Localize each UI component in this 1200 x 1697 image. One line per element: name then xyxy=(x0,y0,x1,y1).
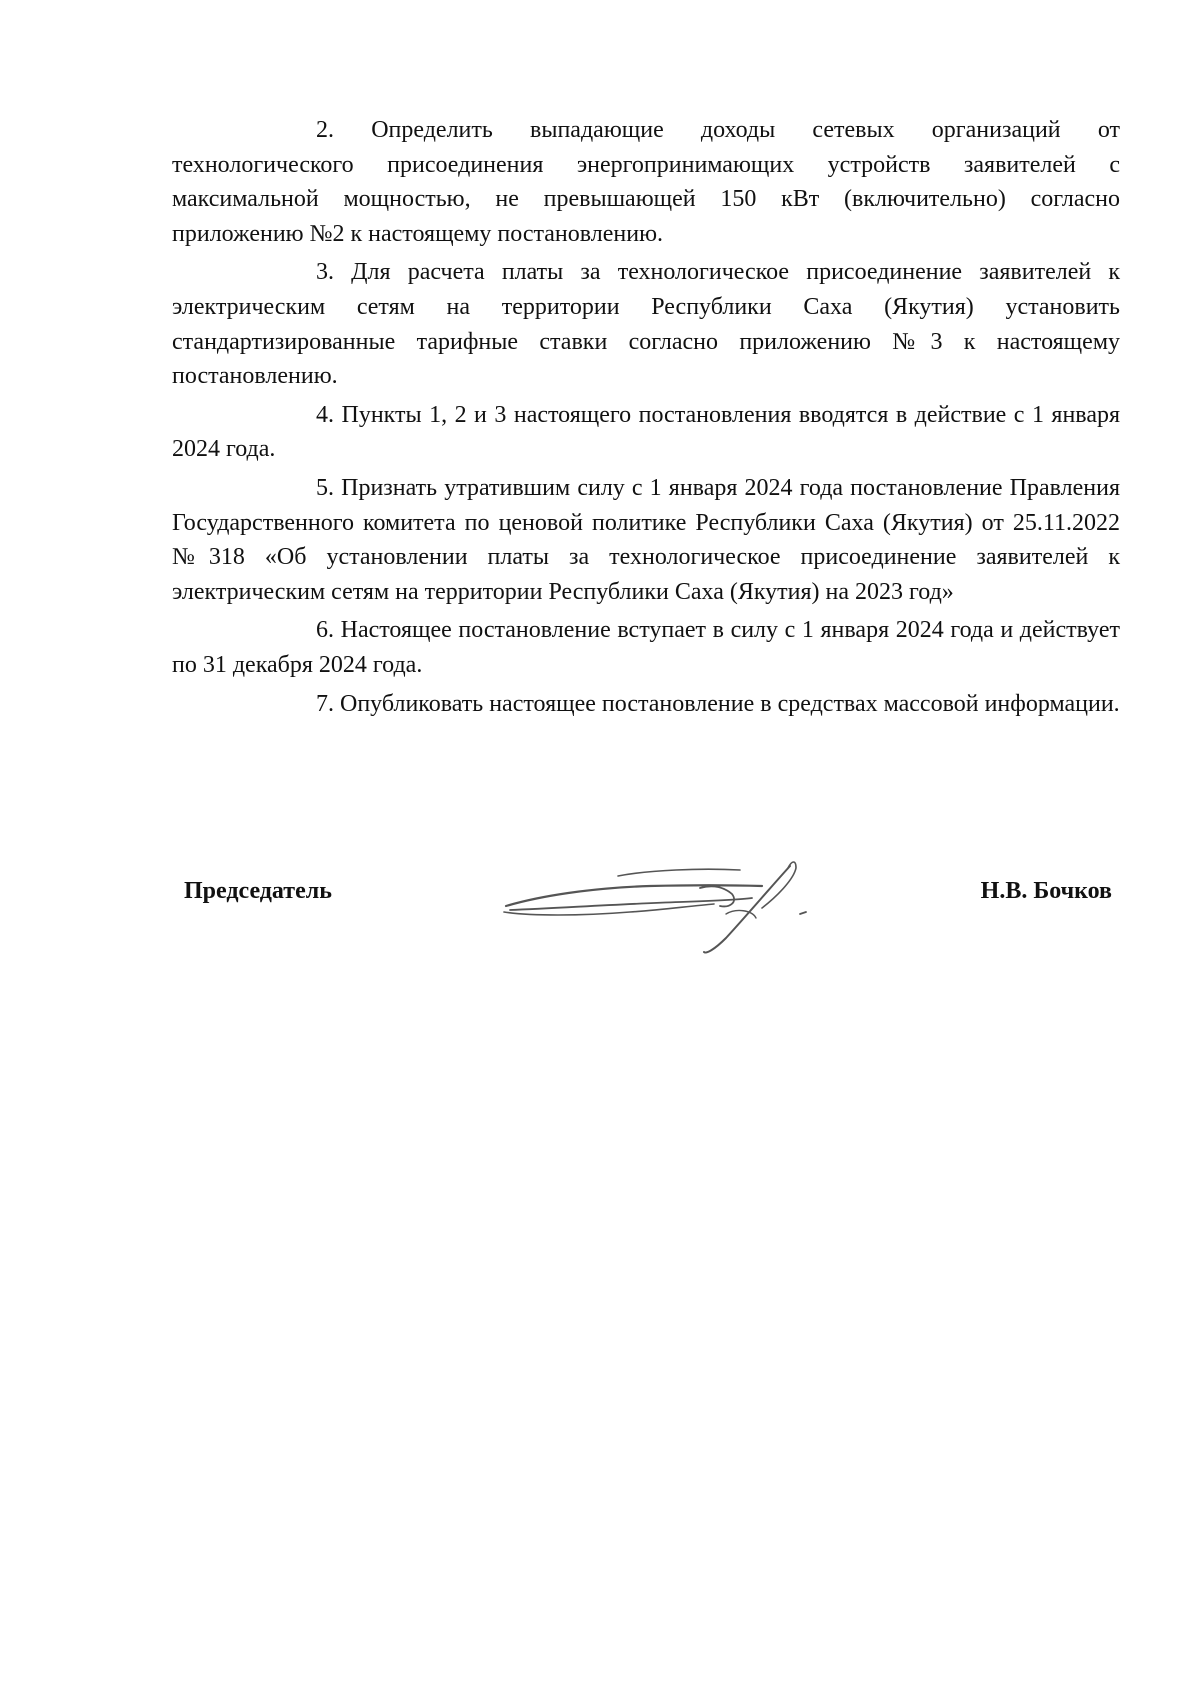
paragraph-5 xyxy=(172,471,1120,609)
paragraph-6 xyxy=(172,613,1120,682)
paragraph-3 xyxy=(172,255,1120,393)
paragraph-text: Признать утратившим силу с 1 января 2024 года постановление Правления Государственного комитета по ценовой политике Республики Саха (Якутия) от 25.11.2022 №318 «Об установлении платы за технологическое присоединение заявителей к электрическим сетям на территории Республики Саха (Якутия) на 2023 год» xyxy=(172,474,1121,605)
handwritten-signature-icon xyxy=(500,858,820,958)
paragraph-text: Для расчета платы за технологическое присоединение заявителей к электрическим сетям на территории Республики Саха (Якутия) установить стандартизированные тарифные ставки согласно приложению №3 к настоящему постановлению. xyxy=(172,259,1121,390)
paragraph-text: Определить выпадающие доходы сетевых организаций от технологического присоединения энергопринимающих устройств заявителей с максимальной мощностью, не превышающей 150 кВт (включительно) согласно приложению №2 к настоящему постановлению. xyxy=(172,117,1120,247)
document-body xyxy=(172,113,1120,725)
paragraph-number: 4. xyxy=(316,401,334,428)
paragraph-number: 3. xyxy=(316,259,334,286)
paragraph-2 xyxy=(172,113,1120,251)
paragraph-7 xyxy=(172,687,1120,722)
paragraph-number: 2. xyxy=(316,117,334,143)
paragraph-number: 7. xyxy=(316,690,334,717)
paragraph-4 xyxy=(172,398,1120,467)
paragraph-text: Пункты 1, 2 и 3 настоящего постановления вводятся в действие с 1 января 2024 года. xyxy=(172,401,1121,463)
paragraph-number: 6. xyxy=(316,617,334,644)
signatory-name: Н.В. Бочков xyxy=(980,878,1112,904)
paragraph-text: Настоящее постановление вступает в силу с 1 января 2024 года и действует по 31 декабря 2024 года. xyxy=(172,617,1120,678)
paragraph-text: Опубликовать настоящее постановление в средствах массовой информации. xyxy=(340,690,1120,717)
paragraph-number: 5. xyxy=(316,474,334,501)
signature-block xyxy=(184,858,1112,968)
signatory-position: Председатель xyxy=(184,878,332,904)
